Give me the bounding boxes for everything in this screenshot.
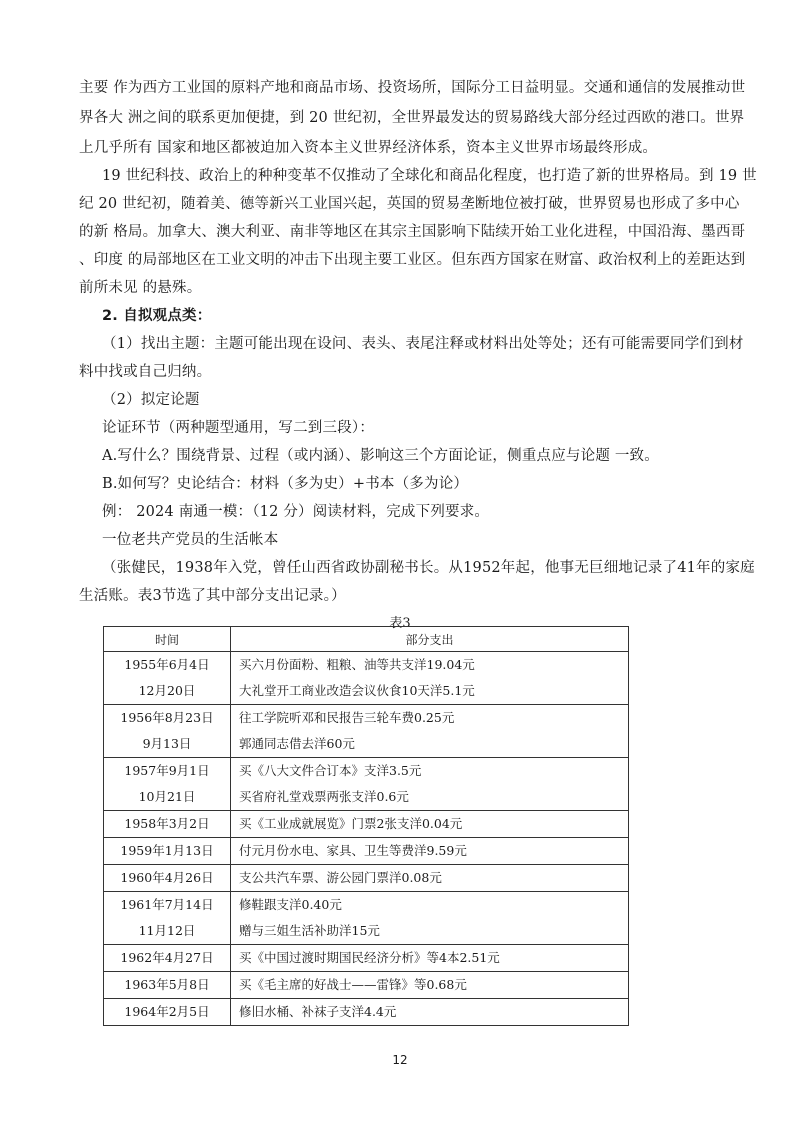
paragraph-line: 纪 20 世纪初，随着美、德等新兴工业国兴起，英国的贸易垄断地位被打破，世界贸易也形成了多中心 — [79, 196, 740, 212]
expense-cell: 买《毛主席的好战士——雷锋》等0.68元 — [231, 972, 629, 999]
expense-entry: 修鞋跟支洋0.40元 — [239, 897, 342, 912]
date-cell: 1964年2月5日 — [104, 999, 231, 1026]
paragraph-line: 上几乎所有 国家和地区都被迫加入资本主义世界经济体系，资本主义世界市场最终形成。 — [79, 140, 658, 156]
date-cell: 1958年3月2日 — [104, 811, 231, 838]
paragraph-line: （1）找出主题：主题可能出现在设问、表头、表尾注释或材料出处等处；还有可能需要同学们到材 — [102, 336, 744, 352]
paragraph-line: B.如何写？史论结合：材料（多为史）+书本（多为论） — [102, 476, 469, 492]
paragraph-line: 界各大 洲之间的联系更加便捷，到 20 世纪初，全世界最发达的贸易路线大部分经过西欧的港口。世界 — [79, 110, 745, 126]
section-heading: 2. 自拟观点类： — [102, 308, 212, 324]
date-cell — [104, 758, 231, 811]
paragraph-line: 的新 格局。加拿大、澳大利亚、南非等地区在其宗主国影响下陆续开始工业化进程，中国沿海、墨西哥 — [79, 224, 746, 240]
table-row — [104, 892, 629, 945]
paragraph-line: 19 世纪科技、政治上的种种变革不仅推动了全球化和商品化程度，也打造了新的世界格局。到 19 世 — [102, 168, 757, 184]
table-header-row — [104, 627, 629, 652]
date-entry: 10月21日 — [138, 789, 196, 804]
table-row — [104, 811, 629, 838]
date-cell — [104, 892, 231, 945]
paragraph-line: 论证环节（两种题型通用，写二到三段）： — [102, 420, 375, 436]
table-caption: 表3 — [389, 616, 411, 631]
table-row — [104, 838, 629, 865]
expense-cell: 付元月份水电、家具、卫生等费洋9.59元 — [231, 838, 629, 865]
expense-cell — [231, 652, 629, 705]
expense-cell: 修旧水桶、补袜子支洋4.4元 — [231, 999, 629, 1026]
date-cell: 1963年5月8日 — [104, 972, 231, 999]
table-row — [104, 758, 629, 811]
expense-entry: 大礼堂开工商业改造会议伙食10天洋5.1元 — [239, 683, 475, 698]
table-row — [104, 945, 629, 972]
page-number: 12 — [392, 1053, 408, 1067]
expense-entry: 买六月份面粉、粗粮、油等共支洋19.04元 — [239, 657, 475, 672]
date-cell: 1959年1月13日 — [104, 838, 231, 865]
table-row — [104, 865, 629, 892]
paragraph-line: （2）拟定论题 — [102, 392, 200, 408]
date-entry: 9月13日 — [142, 736, 192, 751]
table-row — [104, 972, 629, 999]
date-entry: 1957年9月1日 — [124, 763, 210, 778]
expense-cell — [231, 758, 629, 811]
date-cell: 1960年4月26日 — [104, 865, 231, 892]
paragraph-line: （张健民，1938年入党，曾任山西省政协副秘书长。从1952年起，他事无巨细地记录了41年的家庭 — [102, 560, 755, 576]
date-entry: 11月12日 — [138, 923, 196, 938]
paragraph-line: 料中找或自己归纳。 — [79, 364, 212, 380]
expense-table — [103, 626, 629, 1026]
paragraph-line: A.写什么？围绕背景、过程（或内涵）、影响这三个方面论证，侧重点应与论题 一致。 — [102, 448, 659, 464]
material-title: 一位老共产党员的生活帐本 — [102, 532, 279, 548]
expense-cell — [231, 705, 629, 758]
expense-cell: 买《中国过渡时期国民经济分析》等4本2.51元 — [231, 945, 629, 972]
column-header-time: 时间 — [104, 627, 231, 652]
expense-entry: 赠与三姐生活补助洋15元 — [239, 923, 380, 938]
expense-entry: 买省府礼堂戏票两张支洋0.6元 — [239, 789, 409, 804]
table-row — [104, 705, 629, 758]
date-entry: 12月20日 — [138, 683, 196, 698]
date-entry: 1955年6月4日 — [124, 657, 210, 672]
date-cell — [104, 705, 231, 758]
date-entry: 1956年8月23日 — [120, 710, 214, 725]
expense-entry: 往工学院听邓和民报告三轮车费0.25元 — [239, 710, 455, 725]
paragraph-line: 主要 作为西方工业国的原料产地和商品市场、投资场所，国际分工日益明显。交通和通信的发展推动世 — [79, 80, 746, 96]
expense-cell — [231, 892, 629, 945]
date-cell — [104, 652, 231, 705]
table-row — [104, 999, 629, 1026]
paragraph-line: 、印度 的局部地区在工业文明的冲击下出现主要工业区。但东西方国家在财富、政治权利上的差距达到 — [79, 252, 746, 268]
date-cell: 1962年4月27日 — [104, 945, 231, 972]
paragraph-line: 例： 2024 南通一模：（12 分）阅读材料，完成下列要求。 — [102, 504, 490, 520]
expense-entry: 郭通同志借去洋60元 — [239, 736, 355, 751]
date-entry: 1961年7月14日 — [120, 897, 214, 912]
expense-cell: 支公共汽车票、游公园门票洋0.08元 — [231, 865, 629, 892]
expense-entry: 买《八大文件合订本》支洋3.5元 — [239, 763, 422, 778]
paragraph-line: 生活账。表3节选了其中部分支出记录。） — [79, 588, 346, 604]
column-header-expenses: 部分支出 — [231, 627, 629, 652]
expense-cell: 买《工业成就展览》门票2张支洋0.04元 — [231, 811, 629, 838]
table-row — [104, 652, 629, 705]
paragraph-line: 前所未见 的悬殊。 — [79, 280, 202, 296]
